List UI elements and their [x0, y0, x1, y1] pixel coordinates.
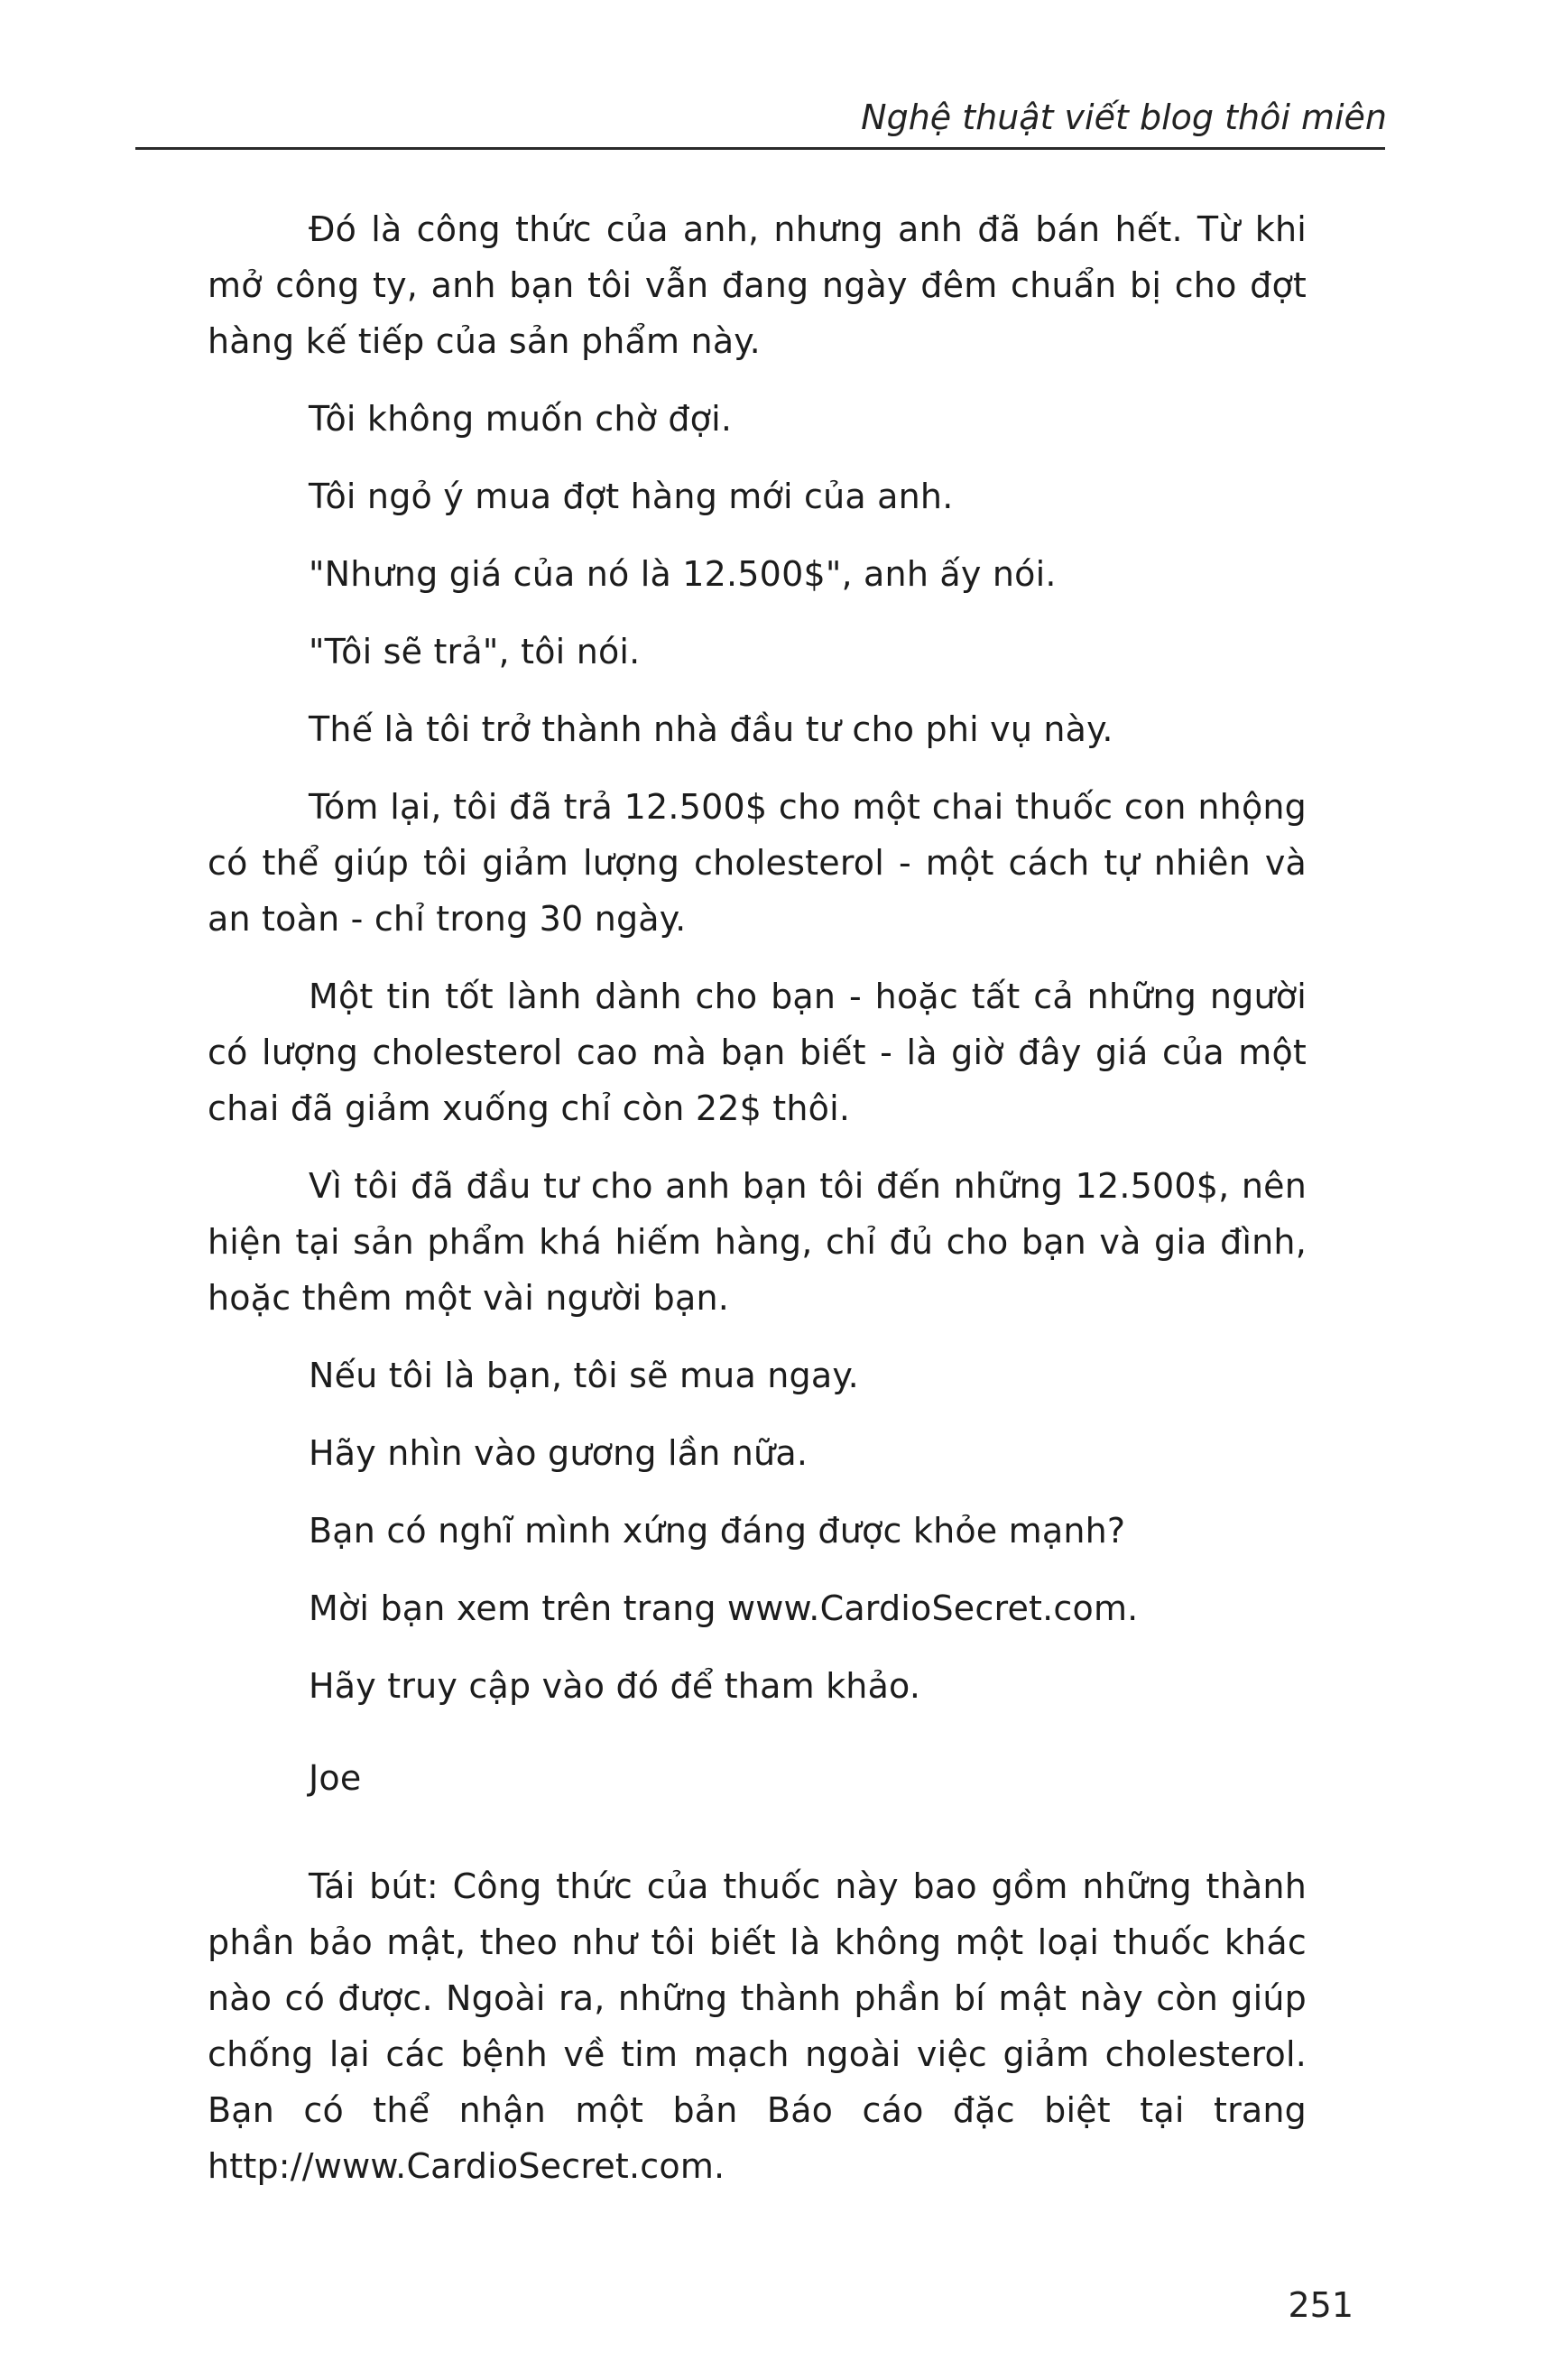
paragraph: "Tôi sẽ trả", tôi nói. — [309, 632, 641, 671]
paragraph: Tôi không muốn chờ đợi. — [309, 399, 733, 439]
paragraph: Nếu tôi là bạn, tôi sẽ mua ngay. — [309, 1356, 859, 1395]
paragraph: Đó là công thức của anh, nhưng anh đã bán hết. Từ khi mở công ty, anh bạn tôi vẫn đang ngày đêm chuẩn bị cho đợt hàng kế tiếp của sản phẩm này. — [208, 209, 1307, 361]
page-body — [208, 201, 1307, 2216]
paragraph: Hãy nhìn vào gương lần nữa. — [309, 1433, 808, 1473]
paragraph: Hãy truy cập vào đó để tham khảo. — [309, 1666, 921, 1706]
paragraph: "Nhưng giá của nó là 12.500$", anh ấy nói. — [309, 554, 1057, 594]
header-rule — [135, 147, 1385, 150]
paragraph: Một tin tốt lành dành cho bạn - hoặc tất cả những người có lượng cholesterol cao mà bạn biết - là giờ đây giá của một chai đã giảm xuống chỉ còn 22$ thôi. — [208, 977, 1307, 1128]
page-number: 251 — [1288, 2285, 1354, 2325]
paragraph: Mời bạn xem trên trang www.CardioSecret.com. — [309, 1588, 1139, 1628]
running-header: Nghệ thuật viết blog thôi miên — [861, 97, 1387, 137]
paragraph: Vì tôi đã đầu tư cho anh bạn tôi đến những 12.500$, nên hiện tại sản phẩm khá hiếm hàng, chỉ đủ cho bạn và gia đình, hoặc thêm một vài người bạn. — [208, 1166, 1307, 1318]
postscript: Tái bút: Công thức của thuốc này bao gồm những thành phần bảo mật, theo như tôi biết là không một loại thuốc khác nào có được. Ngoài ra, những thành phần bí mật này còn giúp chống lại các bệnh về tim mạch ngoài việc giảm cholesterol. Bạn có thể nhận một bản Báo cáo đặc biệt tại trang http://www.CardioSecret.com. — [208, 1866, 1307, 2186]
paragraph: Tôi ngỏ ý mua đợt hàng mới của anh. — [309, 477, 954, 516]
paragraph: Bạn có nghĩ mình xứng đáng được khỏe mạnh? — [309, 1511, 1126, 1551]
paragraph: Tóm lại, tôi đã trả 12.500$ cho một chai thuốc con nhộng có thể giúp tôi giảm lượng cholesterol - một cách tự nhiên và an toàn - chỉ trong 30 ngày. — [208, 787, 1307, 939]
signature: Joe — [309, 1758, 362, 1798]
paragraph: Thế là tôi trở thành nhà đầu tư cho phi vụ này. — [309, 709, 1113, 749]
